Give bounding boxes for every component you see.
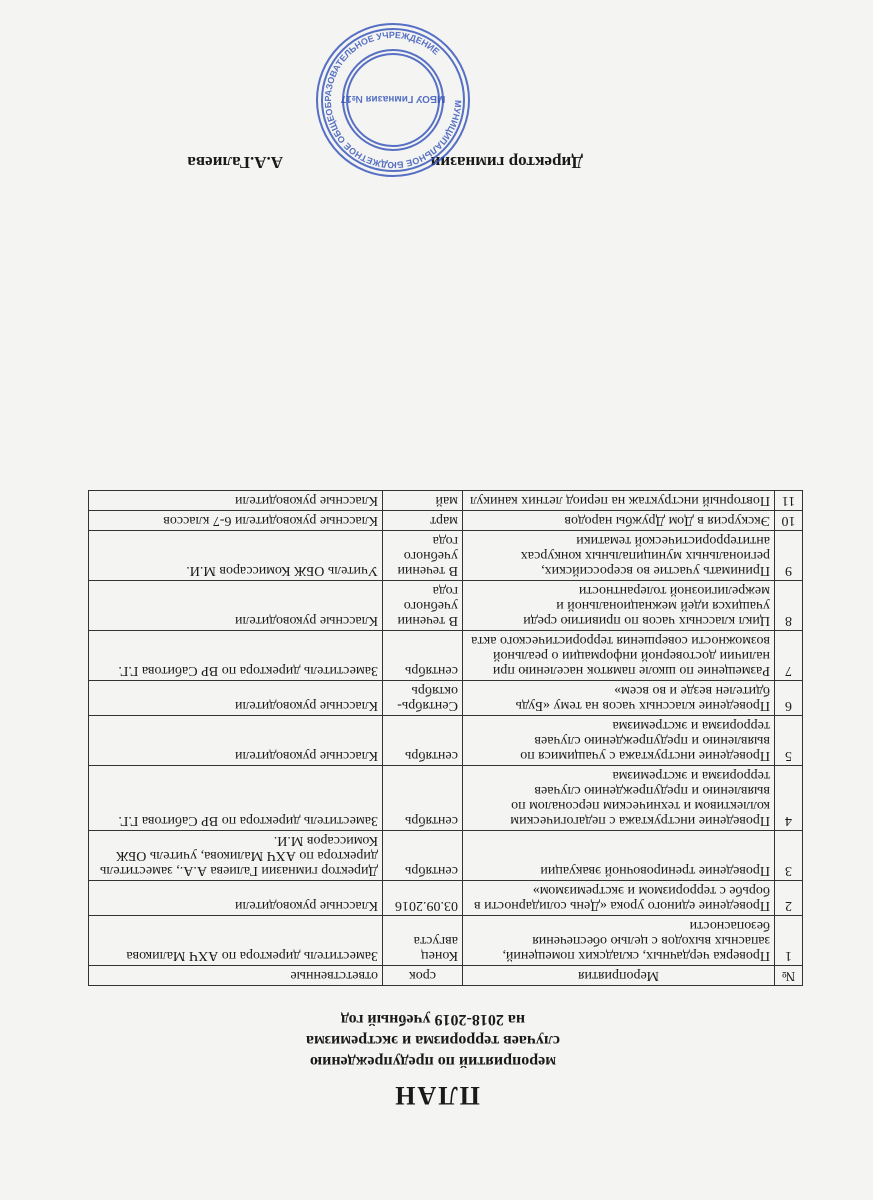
row-event: Проверка чердачных, складских помещений, запасных выходов с целью обеспечения безопасности (463, 916, 775, 966)
table-row (89, 511, 803, 531)
header-responsible: ответственные (89, 966, 383, 986)
row-term: сентябрь (383, 631, 463, 681)
row-term: май (383, 491, 463, 511)
row-responsible: Директор гимназии Галиева А.А., заместитель директора по АХЧ Маликова, учитель ОБЖ Комиссаров М.И. (89, 831, 383, 881)
table-row (89, 881, 803, 916)
row-num: 8 (775, 581, 803, 631)
header-event: Мероприятия (463, 966, 775, 986)
table-header-row (89, 966, 803, 986)
subtitle-line: мероприятий по предупреждению (309, 1053, 557, 1070)
row-event: Экскурсия в Дом Дружбы народов (463, 511, 775, 531)
row-responsible: Классные руководители (89, 581, 383, 631)
row-term: сентябрь (383, 831, 463, 881)
row-responsible: Заместитель директора по ВР Сабитова Г.Г. (89, 631, 383, 681)
row-event: Проведение инструктажа с учащимися по выявлению и предупреждению случаев терроризма и экстремизма (463, 716, 775, 766)
table-row (89, 716, 803, 766)
stamp-ring-text: МУНИЦИПАЛЬНОЕ БЮДЖЕТНОЕ ОБЩЕОБРАЗОВАТЕЛЬНОЕ УЧРЕЖДЕНИЕ (322, 29, 464, 171)
row-num: 6 (775, 681, 803, 716)
header-term: срок (383, 966, 463, 986)
row-num: 4 (775, 766, 803, 831)
row-term: 03.09.2016 (383, 881, 463, 916)
official-stamp-icon (313, 20, 473, 180)
row-term: В течении учебного года (383, 531, 463, 581)
document-subtitle (153, 1009, 713, 1072)
row-event: Проведение классных часов на тему «Будь бдителен везде и во всем» (463, 681, 775, 716)
document-title: ПЛАН (393, 1081, 480, 1110)
table-row (89, 531, 803, 581)
row-event: Цикл классных часов по привитию среди учащихся идей межнациональной и межрелигиозной толерантности (463, 581, 775, 631)
row-event: Повторный инструктаж на период летних каникул (463, 491, 775, 511)
row-responsible: Классные руководители 6-7 классов (89, 511, 383, 531)
row-num: 11 (775, 491, 803, 511)
row-term: Сентябрь-октябрь (383, 681, 463, 716)
header-num: № (775, 966, 803, 986)
row-term: Конец августа (383, 916, 463, 966)
plan-table (88, 490, 803, 986)
row-responsible: Классные руководители (89, 681, 383, 716)
row-event: Проведение тренировочной эвакуации (463, 831, 775, 881)
table-row (89, 916, 803, 966)
table-row (89, 766, 803, 831)
row-event: Принимать участие во всероссийских, региональных муниципальных конкурсах антитеррористической тематики (463, 531, 775, 581)
subtitle-line: случаев терроризма и экстремизма (306, 1032, 560, 1049)
row-num: 7 (775, 631, 803, 681)
table-row (89, 631, 803, 681)
row-num: 3 (775, 831, 803, 881)
row-responsible: Классные руководители (89, 881, 383, 916)
row-event: Проведение единого урока «День солидарности в борьбе с терроризмом и экстремизмом» (463, 881, 775, 916)
row-responsible: Заместитель директора по АХЧ Маликова (89, 916, 383, 966)
row-term: В течении учебного года (383, 581, 463, 631)
table-row (89, 581, 803, 631)
row-responsible: Классные руководители (89, 716, 383, 766)
row-event: Размещение по школе памяток населению при наличии достоверной информации о реальной возможности совершения террористического акта (463, 631, 775, 681)
signature-name: А.А.Галиева (187, 153, 283, 172)
table-row (89, 491, 803, 511)
row-num: 5 (775, 716, 803, 766)
row-event: Проведение инструктажа с педагогическим коллективом и техническим персоналом по выявлению и предупреждению случаев терроризма и экстремизма (463, 766, 775, 831)
row-num: 9 (775, 531, 803, 581)
plan-table-body (89, 491, 803, 966)
row-num: 10 (775, 511, 803, 531)
row-responsible: Учитель ОБЖ Комиссаров М.И. (89, 531, 383, 581)
row-num: 1 (775, 916, 803, 966)
signature-role: Директор гимназии (430, 153, 583, 172)
row-responsible: Заместитель директора по ВР Сабитова Г.Г. (89, 766, 383, 831)
table-row (89, 681, 803, 716)
subtitle-line: на 2018-2019 учебный год (340, 1011, 526, 1028)
row-num: 2 (775, 881, 803, 916)
row-term: март (383, 511, 463, 531)
row-term: сентябрь (383, 716, 463, 766)
stamp-center-text: МБОУ Гимназия №17 (340, 93, 446, 104)
table-row (89, 831, 803, 881)
row-responsible: Классные руководители (89, 491, 383, 511)
row-term: сентябрь (383, 766, 463, 831)
